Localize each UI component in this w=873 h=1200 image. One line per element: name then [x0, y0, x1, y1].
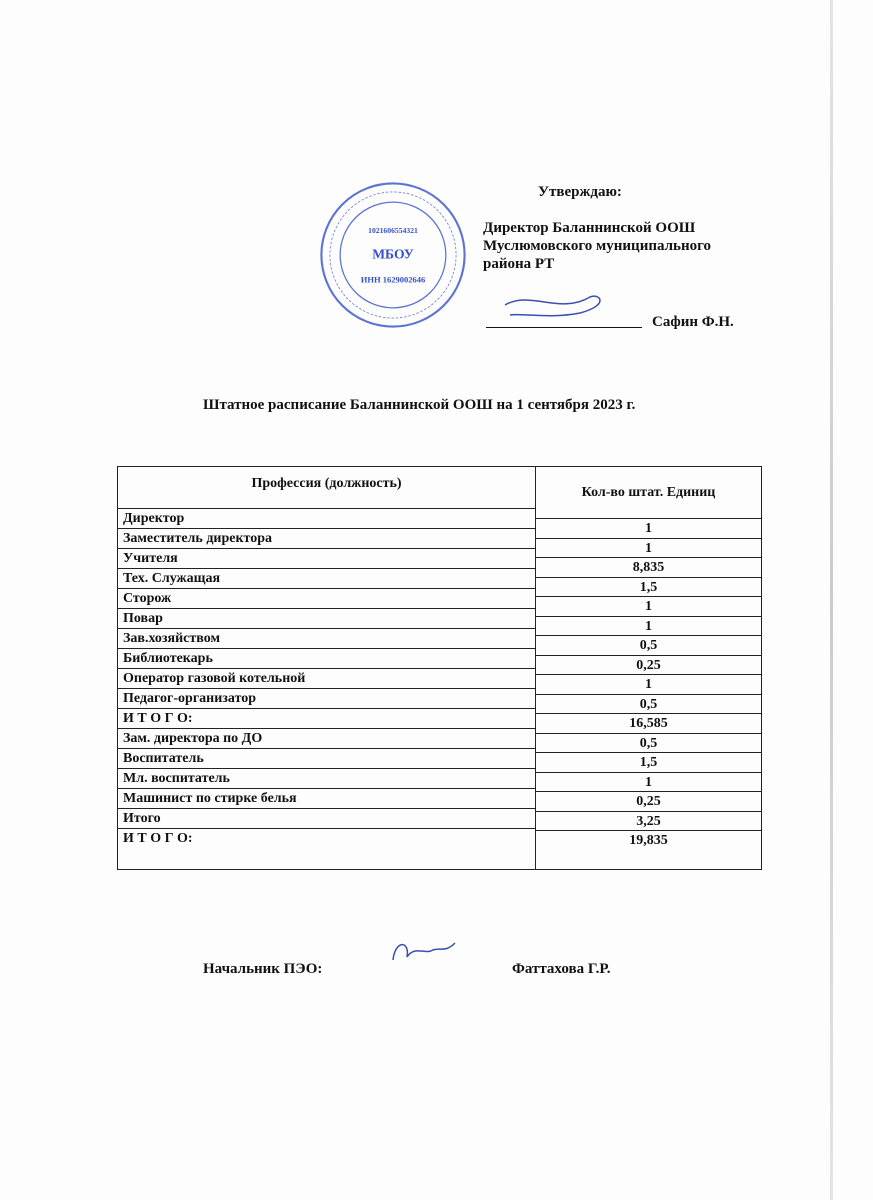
units-cell: 1 [536, 617, 761, 637]
position-cell: Учителя [118, 549, 535, 569]
stamp-ogrn: 1021606554321 [368, 225, 418, 235]
units-cell: 3,25 [536, 812, 761, 832]
position-cell: Сторож [118, 589, 535, 609]
units-cell: 1,5 [536, 578, 761, 598]
position-cell: И Т О Г О: [118, 709, 535, 729]
approval-block [483, 183, 711, 273]
official-stamp [318, 180, 468, 330]
position-cell: Мл. воспитатель [118, 769, 535, 789]
units-cell: 0,5 [536, 636, 761, 656]
position-cell: И Т О Г О: [123, 831, 193, 846]
header-units: Кол-во штат. Единиц [536, 467, 761, 519]
approver-position-1: Директор Баланнинской ООШ [483, 220, 696, 236]
position-cell: Заместитель директора [118, 529, 535, 549]
approved-label: Утверждаю: [538, 184, 622, 200]
document-title: Штатное расписание Баланнинской ООШ на 1 сентября 2023 г. [203, 397, 636, 413]
units-cell: 1 [536, 675, 761, 695]
units-cell: 1 [536, 597, 761, 617]
units-cell: 0,25 [536, 656, 761, 676]
units-cell: 0,5 [536, 695, 761, 715]
director-signature [500, 285, 620, 325]
units-cell: 1 [536, 773, 761, 793]
position-cell: Машинист по стирке белья [118, 789, 535, 809]
units-cell: 8,835 [536, 558, 761, 578]
stamp-center: МБОУ [372, 246, 414, 262]
chief-label: Начальник ПЭО: [203, 961, 323, 977]
position-cell: Итого [118, 809, 535, 829]
position-cell: Тех. Служащая [118, 569, 535, 589]
position-cell: Зам. директора по ДО [118, 729, 535, 749]
header-position: Профессия (должность) [118, 467, 535, 509]
chief-name: Фаттахова Г.Р. [512, 961, 611, 977]
position-cell: Педагог-организатор [118, 689, 535, 709]
units-cell: 0,25 [536, 792, 761, 812]
approver-name: Сафин Ф.Н. [652, 314, 734, 330]
units-cell: 1 [536, 519, 761, 539]
position-cell: Повар [118, 609, 535, 629]
position-cell: Библиотекарь [118, 649, 535, 669]
position-cell: Зав.хозяйством [118, 629, 535, 649]
position-cell: Воспитатель [118, 749, 535, 769]
stamp-inn: ИНН 1629002646 [360, 274, 426, 285]
units-cell: 19,835 [629, 833, 668, 848]
scan-edge [830, 0, 833, 1200]
units-cell: 16,585 [536, 714, 761, 734]
chief-signature [385, 935, 465, 975]
units-cell: 1,5 [536, 753, 761, 773]
staff-table [117, 466, 762, 870]
units-cell: 1 [536, 539, 761, 559]
position-cell: Директор [118, 509, 535, 529]
units-cell: 0,5 [536, 734, 761, 754]
signature-line [486, 327, 642, 328]
position-cell: Оператор газовой котельной [118, 669, 535, 689]
position-column [118, 467, 536, 869]
approver-position-2: Муслюмовского муниципального [483, 238, 712, 254]
approver-position-3: района РТ [483, 256, 555, 272]
units-column [536, 467, 761, 869]
